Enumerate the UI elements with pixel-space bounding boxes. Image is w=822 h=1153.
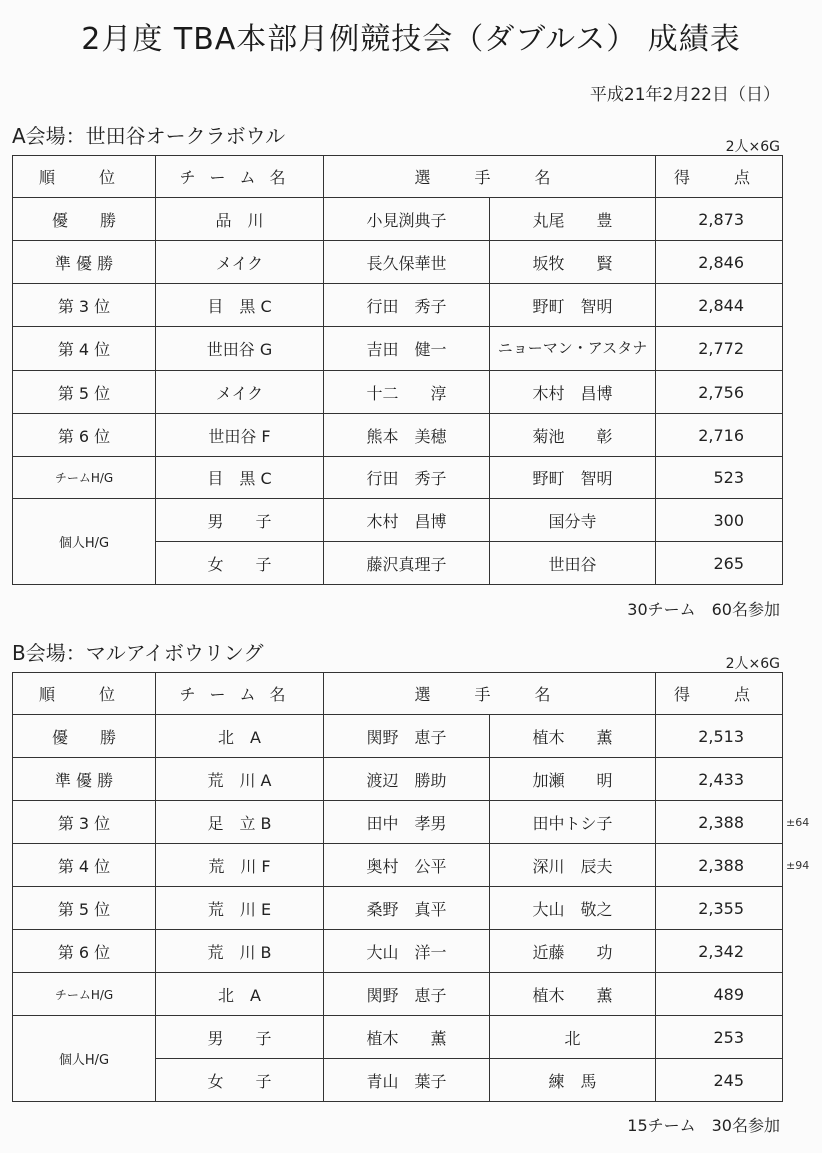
- venue-b-results-table: [12, 672, 783, 1102]
- rank-cell: 優 勝: [13, 715, 156, 758]
- table-row: [13, 327, 783, 371]
- score-cell: 2,388: [656, 844, 783, 887]
- gender-cell: 男 子: [156, 499, 324, 542]
- venue-a-participants: 30チーム 60名参加: [627, 600, 780, 619]
- table-header-row: [13, 673, 783, 715]
- player1-cell: 奥村 公平: [324, 844, 490, 887]
- venue-b-name: B会場：マルアイボウリング: [12, 641, 264, 665]
- team-cell: 世田谷: [490, 542, 656, 585]
- team-cell: 荒 川 F: [156, 844, 324, 887]
- player2-cell: 坂牧 賢: [490, 241, 656, 284]
- table-row: [13, 758, 783, 801]
- team-cell: メイク: [156, 371, 324, 414]
- tiebreak-note-3rd: ±64: [786, 816, 810, 829]
- indiv-hg-male-row: [13, 499, 783, 542]
- score-cell: 2,513: [656, 715, 783, 758]
- indiv-hg-label: 個人H/G: [13, 1016, 156, 1102]
- rank-cell: 第 6 位: [13, 414, 156, 457]
- score-cell: 2,756: [656, 371, 783, 414]
- table-row: [13, 371, 783, 414]
- venue-a-name: A会場：世田谷オークラボウル: [12, 124, 286, 148]
- team-cell: 国分寺: [490, 499, 656, 542]
- table-row: [13, 930, 783, 973]
- rank-cell: 第 5 位: [13, 371, 156, 414]
- player2-cell: 植木 薫: [490, 715, 656, 758]
- header-score: 得 点: [656, 673, 783, 715]
- table-row: [13, 198, 783, 241]
- player1-cell: 関野 恵子: [324, 715, 490, 758]
- table-row: [13, 844, 783, 887]
- rank-cell: 準 優 勝: [13, 241, 156, 284]
- venue-b-participants: 15チーム 30名参加: [627, 1116, 780, 1135]
- venue-a-results-table: [12, 155, 783, 585]
- team-cell: 目 黒 C: [156, 284, 324, 327]
- rank-cell: 優 勝: [13, 198, 156, 241]
- score-cell: 2,342: [656, 930, 783, 973]
- score-cell: 253: [656, 1016, 783, 1059]
- team-cell: 足 立 B: [156, 801, 324, 844]
- player2-cell: 丸尾 豊: [490, 198, 656, 241]
- player-cell: 植木 薫: [324, 1016, 490, 1059]
- player2-cell: ニョーマン・アスタナ: [490, 327, 656, 371]
- rank-cell: 第 4 位: [13, 844, 156, 887]
- team-hg-label: チームH/G: [13, 973, 156, 1016]
- team-cell: 北 A: [156, 715, 324, 758]
- team-cell: 世田谷 F: [156, 414, 324, 457]
- score-cell: 2,772: [656, 327, 783, 371]
- score-cell: 2,716: [656, 414, 783, 457]
- gender-cell: 男 子: [156, 1016, 324, 1059]
- score-cell: 2,433: [656, 758, 783, 801]
- player1-cell: 渡辺 勝助: [324, 758, 490, 801]
- player1-cell: 行田 秀子: [324, 457, 490, 499]
- venue-a-format: 2人×6G: [725, 139, 780, 155]
- event-date: 平成21年2月22日（日）: [589, 85, 780, 105]
- score-cell: 489: [656, 973, 783, 1016]
- player1-cell: 吉田 健一: [324, 327, 490, 371]
- tiebreak-note-4th: ±94: [786, 859, 810, 872]
- indiv-hg-male-row: [13, 1016, 783, 1059]
- table-row: [13, 715, 783, 758]
- table-row: [13, 414, 783, 457]
- score-cell: 2,355: [656, 887, 783, 930]
- header-team: チーム名: [156, 673, 324, 715]
- header-score: 得 点: [656, 156, 783, 198]
- player2-cell: 大山 敬之: [490, 887, 656, 930]
- table-row: [13, 241, 783, 284]
- team-cell: 北: [490, 1016, 656, 1059]
- team-hg-label: チームH/G: [13, 457, 156, 499]
- table-row: [13, 887, 783, 930]
- player2-cell: 木村 昌博: [490, 371, 656, 414]
- player1-cell: 桑野 真平: [324, 887, 490, 930]
- player1-cell: 十二 淳: [324, 371, 490, 414]
- player1-cell: 大山 洋一: [324, 930, 490, 973]
- team-cell: 荒 川 A: [156, 758, 324, 801]
- team-cell: 品 川: [156, 198, 324, 241]
- gender-cell: 女 子: [156, 1059, 324, 1102]
- table-header-row: [13, 156, 783, 198]
- header-players: 選 手 名: [324, 156, 656, 198]
- player2-cell: 加瀬 明: [490, 758, 656, 801]
- score-cell: 300: [656, 499, 783, 542]
- rank-cell: 第 5 位: [13, 887, 156, 930]
- team-cell: 目 黒 C: [156, 457, 324, 499]
- header-team: チーム名: [156, 156, 324, 198]
- player2-cell: 田中トシ子: [490, 801, 656, 844]
- player-cell: 藤沢真理子: [324, 542, 490, 585]
- player2-cell: 菊池 彰: [490, 414, 656, 457]
- venue-b-format: 2人×6G: [725, 656, 780, 672]
- team-hg-row: [13, 973, 783, 1016]
- team-cell: 練 馬: [490, 1059, 656, 1102]
- header-rank: 順 位: [13, 156, 156, 198]
- score-cell: 523: [656, 457, 783, 499]
- score-cell: 2,388: [656, 801, 783, 844]
- score-cell: 2,844: [656, 284, 783, 327]
- team-cell: 荒 川 B: [156, 930, 324, 973]
- team-cell: メイク: [156, 241, 324, 284]
- player2-cell: 近藤 功: [490, 930, 656, 973]
- player-cell: 木村 昌博: [324, 499, 490, 542]
- player-cell: 青山 葉子: [324, 1059, 490, 1102]
- player2-cell: 植木 薫: [490, 973, 656, 1016]
- team-hg-row: [13, 457, 783, 499]
- rank-cell: 第 3 位: [13, 801, 156, 844]
- team-cell: 北 A: [156, 973, 324, 1016]
- score-cell: 2,873: [656, 198, 783, 241]
- player1-cell: 関野 恵子: [324, 973, 490, 1016]
- score-cell: 2,846: [656, 241, 783, 284]
- player1-cell: 田中 孝男: [324, 801, 490, 844]
- player1-cell: 熊本 美穂: [324, 414, 490, 457]
- table-row: [13, 801, 783, 844]
- score-cell: 245: [656, 1059, 783, 1102]
- rank-cell: 第 3 位: [13, 284, 156, 327]
- player1-cell: 小見渕典子: [324, 198, 490, 241]
- player1-cell: 行田 秀子: [324, 284, 490, 327]
- team-cell: 荒 川 E: [156, 887, 324, 930]
- score-cell: 265: [656, 542, 783, 585]
- indiv-hg-label: 個人H/G: [13, 499, 156, 585]
- header-rank: 順 位: [13, 673, 156, 715]
- page-title: 2月度 TBA本部月例競技会（ダブルス） 成績表: [81, 22, 741, 57]
- rank-cell: 準 優 勝: [13, 758, 156, 801]
- player2-cell: 野町 智明: [490, 284, 656, 327]
- player2-cell: 野町 智明: [490, 457, 656, 499]
- player1-cell: 長久保華世: [324, 241, 490, 284]
- gender-cell: 女 子: [156, 542, 324, 585]
- player2-cell: 深川 辰夫: [490, 844, 656, 887]
- header-players: 選 手 名: [324, 673, 656, 715]
- rank-cell: 第 4 位: [13, 327, 156, 371]
- table-row: [13, 284, 783, 327]
- rank-cell: 第 6 位: [13, 930, 156, 973]
- team-cell: 世田谷 G: [156, 327, 324, 371]
